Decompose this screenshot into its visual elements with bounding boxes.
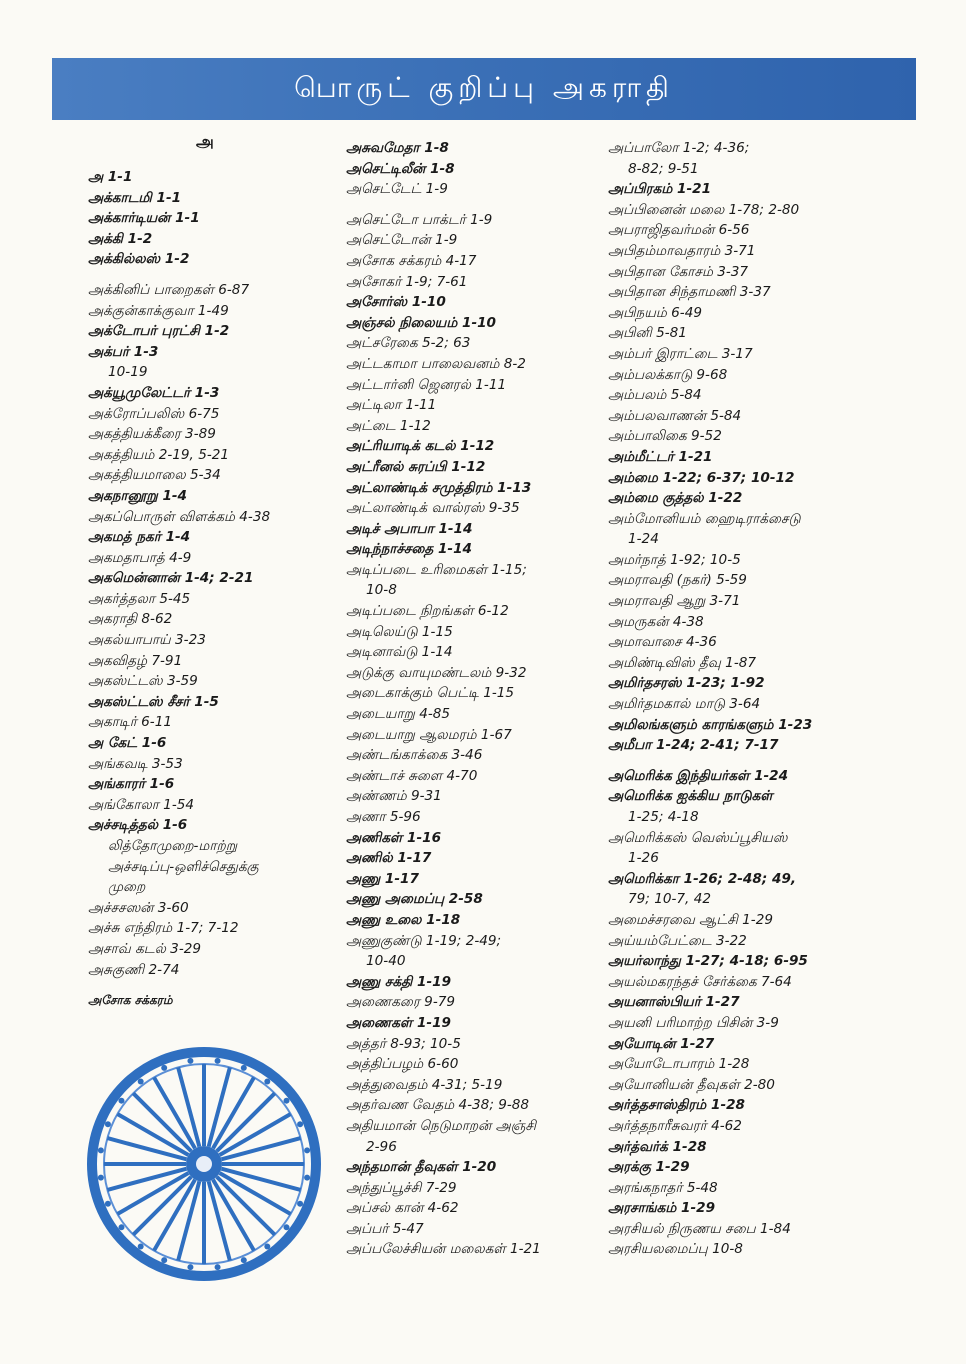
index-entry: அடையாறு 4-85 — [346, 706, 451, 723]
index-entry: அபினி 5-81 — [608, 325, 687, 342]
index-entry: அகாடிர் 6-11 — [88, 714, 172, 731]
index-entry: அட்டகாமா பாலைவனம் 8-2 — [346, 355, 526, 372]
index-entry: அணிகள் 1-16 — [346, 829, 442, 846]
index-entry: அகப்பொருள் விளக்கம் 4-38 — [88, 508, 271, 525]
index-entry: அசெட்டோ பாக்டர் 1-9 — [346, 211, 493, 228]
index-entry: அதியமான் நெடுமாறன் அஞ்சி — [346, 1117, 537, 1134]
index-entry: அசோக சக்கரம் 4-17 — [346, 252, 477, 269]
index-entry: அர்த்தநாரீசுவரர் 4-62 — [608, 1117, 742, 1134]
index-entry: அடிச் அபாபா 1-14 — [346, 520, 473, 537]
index-entry: அகத்தியம் 2-19, 5-21 — [88, 446, 230, 463]
chakra-rim-dot — [98, 1175, 104, 1181]
chakra-rim-dot — [297, 1201, 303, 1207]
index-entry: அட்ரீனல் சுரப்பி 1-12 — [346, 458, 486, 475]
index-entry: அமீபா 1-24; 2-41; 7-17 — [608, 737, 779, 754]
index-entry: அசெட்டோன் 1-9 — [346, 232, 458, 249]
index-entry: அத்துவைதம் 4-31; 5-19 — [346, 1076, 503, 1093]
chakra-spoke — [217, 1177, 275, 1235]
index-entry: அரசாங்கம் 1-29 — [608, 1200, 716, 1217]
chakra-caption: அசோக சக்கரம் — [88, 993, 173, 1008]
index-entry: அசுகுணி 2-74 — [88, 961, 180, 978]
index-entry: அரசியலமைப்பு 10-8 — [608, 1241, 743, 1258]
chakra-rim-dot — [187, 1264, 193, 1270]
index-entry: அம்மோனியம் ஹைடிராக்சைடு — [608, 510, 801, 527]
index-entry: அட்லாண்டிக் சமுத்திரம் 1-13 — [346, 479, 532, 496]
index-entry: அக்கில்லஸ் 1-2 — [88, 251, 190, 268]
index-entry: அயோனியன் தீவுகள் 2-80 — [608, 1076, 775, 1093]
index-entry: அம்பர் இராட்டை 3-17 — [608, 345, 753, 362]
index-entry: அயோடின் 1-27 — [608, 1035, 715, 1052]
chakra-rim-dot — [161, 1065, 167, 1071]
index-entry: அசாவ் கடல் 3-29 — [88, 940, 202, 957]
index-entry: லித்தோமுறை-மாற்று — [108, 838, 238, 854]
index-entry: அகத்தியக்கீரை 3-89 — [88, 426, 216, 443]
index-column-1 — [88, 132, 328, 1011]
index-entry: அச்சடிப்பு-ஒளிச்செதுக்கு — [108, 858, 259, 875]
index-entry: அமிர்தசரஸ் 1-23; 1-92 — [608, 675, 765, 692]
index-entry: அ கேட் 1-6 — [88, 735, 167, 752]
index-entry: அக்கி 1-2 — [88, 230, 153, 247]
index-entry: அம்பலவாணன் 5-84 — [608, 407, 742, 424]
index-entry: அகமதாபாத் 4-9 — [88, 549, 192, 566]
index-entry: அசோர்ஸ் 1-10 — [346, 294, 446, 311]
ashoka-chakra-icon — [86, 1046, 322, 1282]
index-entry: 1-26 — [628, 850, 659, 867]
index-entry: அட்டை 1-12 — [346, 417, 431, 434]
index-entry: அப்பினைன் மலை 1-78; 2-80 — [608, 201, 800, 218]
section-letter-heading: அ — [196, 132, 214, 151]
index-entry: அணு அமைப்பு 2-58 — [346, 891, 483, 908]
index-list — [346, 138, 596, 1260]
index-entry: அர்த்தசாஸ்திரம் 1-28 — [608, 1097, 745, 1114]
index-entry: அபிதான கோசம் 3-37 — [608, 263, 749, 280]
chakra-spoke — [133, 1093, 191, 1151]
index-entry: அட்டார்னி ஜெனரல் 1-11 — [346, 376, 507, 393]
index-entry: 1-25; 4-18 — [628, 809, 699, 825]
index-entry: 2-96 — [366, 1138, 397, 1155]
chakra-rim-dot — [138, 1078, 144, 1084]
index-entry: அ 1-1 — [88, 169, 133, 185]
index-entry: அம்மீட்டர் 1-21 — [608, 448, 713, 465]
index-entry: அச்சு எந்திரம் 1-7; 7-12 — [88, 920, 239, 937]
index-entry: அக்யூமுலேட்டர் 1-3 — [88, 384, 220, 401]
index-entry: அக்கார்டியன் 1-1 — [88, 210, 200, 227]
index-entry: அக்ரோப்பலிஸ் 6-75 — [88, 405, 220, 422]
index-entry: அட்சரேகை 5-2; 63 — [346, 335, 471, 352]
index-entry: 8-82; 9-51 — [628, 160, 699, 177]
index-entry: அடிப்படை நிறங்கள் 6-12 — [346, 603, 509, 620]
chakra-rim-dot — [284, 1224, 290, 1230]
index-entry: அயனாஸ்பியர் 1-27 — [608, 994, 740, 1011]
index-entry: அப்பாலோ 1-2; 4-36; — [608, 140, 750, 156]
index-list — [608, 138, 908, 1260]
index-entry: அயோடோபாரம் 1-28 — [608, 1056, 750, 1073]
index-entry: அமெரிக்கா 1-26; 2-48; 49, — [608, 870, 797, 887]
index-entry: முறை — [108, 879, 146, 896]
chakra-rim-dot — [264, 1244, 270, 1250]
index-entry: அத்திப்பழம் 6-60 — [346, 1056, 459, 1073]
index-entry: அப்பலேச்சியன் மலைகள் 1-21 — [346, 1241, 541, 1258]
index-entry: அபராஜிதவர்மன் 6-56 — [608, 222, 750, 239]
index-entry: அக்பர் 1-3 — [88, 343, 159, 360]
index-entry: அக்குன்காக்குவா 1-49 — [88, 302, 229, 319]
title-banner — [52, 58, 916, 120]
index-column-2 — [346, 138, 596, 1260]
index-entry: அணில் 1-17 — [346, 850, 432, 867]
chakra-rim-dot — [215, 1264, 221, 1270]
index-entry: அணைகரை 9-79 — [346, 994, 456, 1011]
index-entry: அமெரிக்க இந்தியர்கள் 1-24 — [608, 767, 789, 784]
index-entry: அமெரிக்க ஐக்கிய நாடுகள் — [608, 788, 773, 805]
index-entry: அணைகள் 1-19 — [346, 1014, 451, 1031]
index-entry: அயல்மகரந்தச் சேர்க்கை 7-64 — [608, 973, 792, 990]
index-entry: அட்ரியாடிக் கடல் 1-12 — [346, 438, 495, 455]
index-entry: அடிலெய்டு 1-15 — [346, 623, 453, 640]
index-entry: அம்பலக்காடு 9-68 — [608, 366, 728, 383]
index-entry: அட்லாண்டிக் வால்ரஸ் 9-35 — [346, 500, 520, 517]
index-entry: அங்கோலா 1-54 — [88, 796, 195, 813]
chakra-rim-dot — [297, 1121, 303, 1127]
chakra-rim-dot — [161, 1257, 167, 1263]
chakra-rim-dot — [105, 1201, 111, 1207]
index-entry: அணு 1-17 — [346, 870, 419, 887]
chakra-rim-dot — [118, 1224, 124, 1230]
index-entry: அடிப்படை உரிமைகள் 1-15; — [346, 561, 527, 578]
index-entry: அக்கினிப் பாறைகள் 6-87 — [88, 281, 250, 298]
index-entry: அகத்தியமாலை 5-34 — [88, 467, 221, 484]
index-entry: அசோகர் 1-9; 7-61 — [346, 273, 468, 290]
index-entry: அமிண்டிவிஸ் தீவு 1-87 — [608, 654, 757, 671]
index-entry: அண்டங்காக்கை 3-46 — [346, 747, 483, 764]
chakra-rim-dot — [241, 1257, 247, 1263]
index-entry: அணு சக்தி 1-19 — [346, 973, 452, 990]
index-entry: அமைச்சரவை ஆட்சி 1-29 — [608, 911, 774, 928]
index-entry: 10-19 — [108, 364, 148, 381]
index-entry: அடினாவ்டு 1-14 — [346, 644, 453, 661]
index-entry: அபிதான சிந்தாமணி 3-37 — [608, 284, 771, 301]
chakra-rim-dot — [284, 1098, 290, 1104]
index-entry: அமராவதி ஆறு 3-71 — [608, 593, 741, 610]
index-entry: 10-8 — [366, 582, 397, 599]
index-entry: அகஸ்ட்டஸ் 3-59 — [88, 673, 198, 690]
index-entry: அகமத் நகர் 1-4 — [88, 529, 191, 546]
chakra-rim-dot — [187, 1058, 193, 1064]
index-entry: அத்தர் 8-93; 10-5 — [346, 1035, 461, 1052]
index-entry: 79; 10-7, 42 — [628, 891, 711, 908]
index-entry: அமராவதி (நகர்) 5-59 — [608, 572, 747, 589]
index-entry: அங்காரர் 1-6 — [88, 776, 175, 793]
index-entry: அகமென்னான் 1-4; 2-21 — [88, 570, 254, 587]
chakra-rim-dot — [98, 1147, 104, 1153]
index-entry: அமர்நாத் 1-92; 10-5 — [608, 551, 741, 568]
index-entry: அக்டோபர் புரட்சி 1-2 — [88, 323, 230, 340]
index-entry: அந்துப்பூச்சி 7-29 — [346, 1179, 457, 1196]
index-entry: அமாவாசை 4-36 — [608, 634, 717, 651]
chakra-rim-dot — [304, 1175, 310, 1181]
index-entry: அச்சடித்தல் 1-6 — [88, 817, 188, 834]
index-entry: அடையாறு ஆலமரம் 1-67 — [346, 726, 512, 743]
index-entry: அசெட்டேட் 1-9 — [346, 181, 448, 198]
chakra-spoke — [217, 1093, 275, 1151]
index-entry: அணு உலை 1-18 — [346, 911, 461, 928]
index-entry: அயனி பரிமாற்ற பிசின் 3-9 — [608, 1014, 779, 1031]
index-entry: அகநானூறு 1-4 — [88, 487, 188, 504]
index-entry: அடிந்நாச்சதை 1-14 — [346, 541, 472, 558]
index-entry: அக்காடமி 1-1 — [88, 189, 182, 206]
index-entry: அம்பாலிகை 9-52 — [608, 428, 722, 445]
chakra-rim-dot — [215, 1058, 221, 1064]
index-entry: அசுவமேதா 1-8 — [346, 140, 449, 156]
index-column-3 — [608, 138, 908, 1260]
index-entry: 10-40 — [366, 953, 406, 970]
index-entry: அகஸ்ட்டஸ் சீசர் 1-5 — [88, 693, 219, 710]
index-entry: அம்பலம் 5-84 — [608, 387, 702, 404]
chakra-rim-dot — [241, 1065, 247, 1071]
index-entry: அகவிதழ் 7-91 — [88, 652, 183, 669]
index-entry: அடுக்கு வாயுமண்டலம் 9-32 — [346, 664, 527, 681]
chakra-hub-center — [196, 1156, 212, 1172]
index-entry: அப்பர் 5-47 — [346, 1220, 424, 1237]
index-entry: அம்மை குத்தல் 1-22 — [608, 490, 743, 507]
index-entry: அங்கவடி 3-53 — [88, 755, 183, 772]
index-entry: அம்மை 1-22; 6-37; 10-12 — [608, 469, 795, 486]
index-entry: அர்த்வர்க் 1-28 — [608, 1138, 707, 1155]
index-entry: அண்ணம் 9-31 — [346, 788, 442, 805]
index-entry: அப்பிரகம் 1-21 — [608, 181, 712, 198]
chakra-spoke — [133, 1177, 191, 1235]
index-entry: அமருகன் 4-38 — [608, 613, 704, 630]
index-entry: அணா 5-96 — [346, 809, 421, 825]
index-entry: அச்சசஸன் 3-60 — [88, 899, 189, 916]
index-entry: அரங்கநாதர் 5-48 — [608, 1179, 718, 1196]
index-entry: அந்தமான் தீவுகள் 1-20 — [346, 1159, 497, 1176]
index-entry: அஞ்சல் நிலையம் 1-10 — [346, 314, 497, 331]
index-entry: அணுகுண்டு 1-19; 2-49; — [346, 932, 502, 949]
index-entry: அசெட்டிலீன் 1-8 — [346, 160, 455, 177]
chakra-rim-dot — [118, 1098, 124, 1104]
index-entry: அகராதி 8-62 — [88, 611, 173, 628]
index-entry: அகல்யாபாய் 3-23 — [88, 632, 206, 649]
index-entry: அண்டாச் சுளை 4-70 — [346, 767, 478, 784]
index-entry: அப்சல் கான் 4-62 — [346, 1200, 459, 1217]
index-entry: அதர்வண வேதம் 4-38; 9-88 — [346, 1097, 530, 1114]
index-entry: அகர்த்தலா 5-45 — [88, 590, 191, 607]
index-entry: அரக்கு 1-29 — [608, 1159, 690, 1176]
index-entry: அபிநயம் 6-49 — [608, 304, 702, 321]
index-entry: அயர்லாந்து 1-27; 4-18; 6-95 — [608, 953, 808, 970]
index-entry: அய்யம்பேட்டை 3-22 — [608, 932, 747, 949]
index-entry: அட்டிலா 1-11 — [346, 397, 437, 414]
index-entry: அடைகாக்கும் பெட்டி 1-15 — [346, 685, 515, 702]
chakra-rim-dot — [138, 1244, 144, 1250]
page-title: பொருட் குறிப்பு அகராதி — [294, 70, 674, 104]
chakra-rim-dot — [105, 1121, 111, 1127]
index-entry: அரசியல் நிருணய சபை 1-84 — [608, 1220, 791, 1237]
index-entry: அபிதம்மாவதாரம் 3-71 — [608, 242, 756, 259]
chakra-rim-dot — [264, 1078, 270, 1084]
index-entry: அமெரிக்கஸ் வெஸ்ப்பூசியஸ் — [608, 829, 788, 846]
index-entry: 1-24 — [628, 531, 659, 548]
chakra-rim-dot — [304, 1147, 310, 1153]
index-entry: அமிலங்களும் காரங்களும் 1-23 — [608, 716, 813, 733]
index-list — [88, 167, 328, 1011]
index-entry: அமிர்தமகால் மாடு 3-64 — [608, 696, 761, 713]
